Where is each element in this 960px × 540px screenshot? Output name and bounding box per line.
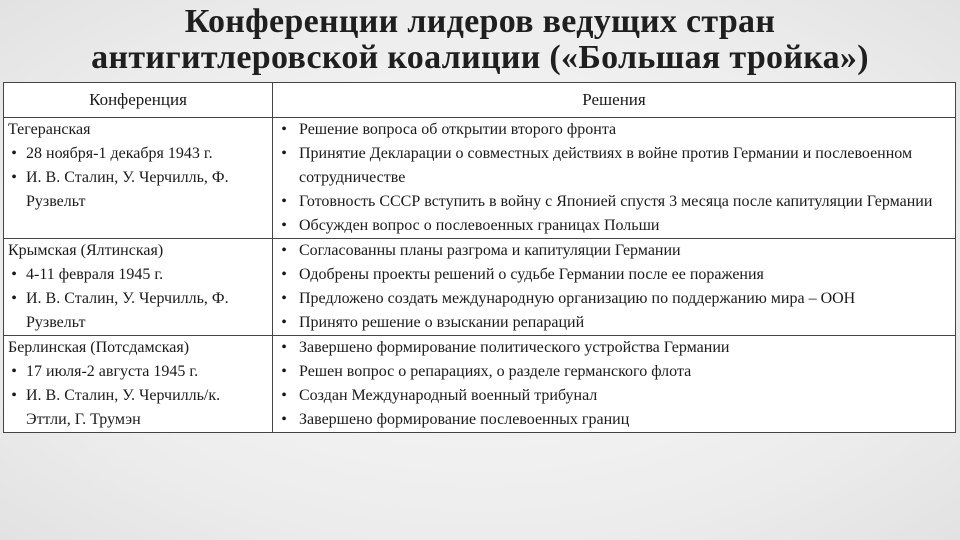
- conference-cell: [4, 239, 273, 336]
- list-item: [277, 384, 951, 408]
- list-item: [277, 360, 951, 384]
- bullet: •: [11, 387, 17, 404]
- bullet: •: [11, 145, 17, 162]
- list-item: [277, 336, 951, 360]
- decisions-list: [277, 336, 951, 432]
- decision-text: Предложено создать международную организацию по поддержанию мира – ООН: [299, 290, 856, 307]
- decision-text: Решен вопрос о репарациях, о разделе германского флота: [299, 363, 692, 380]
- decisions-list: [277, 118, 951, 238]
- bullet: •: [281, 411, 287, 428]
- bullet: •: [281, 314, 287, 331]
- conference-name: Берлинская (Потсдамская): [8, 339, 190, 356]
- bullet: •: [281, 193, 287, 210]
- conference-dates: 4-11 февраля 1945 г.: [26, 266, 164, 283]
- conference-details: [8, 263, 268, 335]
- header-decisions: Решения: [273, 83, 956, 118]
- bullet: •: [281, 290, 287, 307]
- bullet: •: [281, 121, 287, 138]
- bullet: •: [11, 266, 17, 283]
- decision-text: Решение вопроса об открытии второго фронта: [299, 121, 617, 138]
- decision-text: Принято решение о взыскании репараций: [299, 314, 585, 331]
- list-item: [8, 360, 268, 384]
- table-row: [4, 336, 956, 433]
- conference-participants: И. В. Сталин, У. Черчилль, Ф. Рузвельт: [26, 290, 229, 331]
- decision-text: Готовность СССР вступить в войну с Японией спустя 3 месяца после капитуляции Германии: [299, 193, 933, 210]
- list-item: [8, 263, 268, 287]
- bullet: •: [281, 387, 287, 404]
- conference-name: Крымская (Ялтинская): [8, 242, 164, 259]
- list-item: [277, 190, 951, 214]
- list-item: [277, 239, 951, 263]
- bullet: •: [281, 363, 287, 380]
- list-item: [277, 263, 951, 287]
- list-item: [277, 311, 951, 335]
- conference-cell: [4, 118, 273, 239]
- decision-text: Обсужден вопрос о послевоенных границах Польши: [299, 217, 660, 234]
- conference-details: [8, 142, 268, 214]
- list-item: [8, 384, 268, 432]
- table-row: [4, 239, 956, 336]
- conference-dates: 28 ноября-1 декабря 1943 г.: [26, 145, 213, 162]
- bullet: •: [281, 145, 287, 162]
- conference-dates: 17 июля-2 августа 1945 г.: [26, 363, 199, 380]
- header-conference: Конференция: [4, 83, 273, 118]
- decisions-cell: [273, 336, 956, 433]
- title-line-2: антигитлеровской коалиции («Большая тройка»): [91, 39, 869, 76]
- list-item: [277, 287, 951, 311]
- bullet: •: [11, 169, 17, 186]
- decision-text: Одобрены проекты решений о судьбе Германии после ее поражения: [299, 266, 764, 283]
- title-line-1: Конференции лидеров ведущих стран: [184, 4, 776, 40]
- list-item: [277, 214, 951, 238]
- list-item: [277, 408, 951, 432]
- decisions-cell: [273, 239, 956, 336]
- decision-text: Создан Международный военный трибунал: [299, 387, 598, 404]
- decision-text: Принятие Декларации о совместных действиях в войне против Германии и послевоенном сотрудничестве: [299, 145, 913, 186]
- conference-participants: И. В. Сталин, У. Черчилль, Ф. Рузвельт: [26, 169, 229, 210]
- table-row: [4, 118, 956, 239]
- decision-text: Завершено формирование политического устройства Германии: [299, 339, 730, 356]
- list-item: [277, 118, 951, 142]
- bullet: •: [281, 217, 287, 234]
- conference-details: [8, 360, 268, 432]
- conference-participants: И. В. Сталин, У. Черчилль/к. Эттли, Г. Трумэн: [26, 387, 221, 428]
- bullet: •: [281, 266, 287, 283]
- bullet: •: [281, 339, 287, 356]
- decisions-cell: [273, 118, 956, 239]
- list-item: [8, 287, 268, 335]
- bullet: •: [11, 290, 17, 307]
- decisions-list: [277, 239, 951, 335]
- conference-name: Тегеранская: [8, 121, 91, 138]
- decision-text: Согласованны планы разгрома и капитуляции Германии: [299, 242, 681, 259]
- list-item: [8, 142, 268, 166]
- table-header-row: [4, 83, 956, 118]
- list-item: [8, 166, 268, 214]
- conference-cell: [4, 336, 273, 433]
- conferences-table: [3, 82, 956, 433]
- bullet: •: [281, 242, 287, 259]
- decision-text: Завершено формирование послевоенных границ: [299, 411, 630, 428]
- list-item: [277, 142, 951, 190]
- bullet: •: [11, 363, 17, 380]
- page-title: [0, 4, 960, 82]
